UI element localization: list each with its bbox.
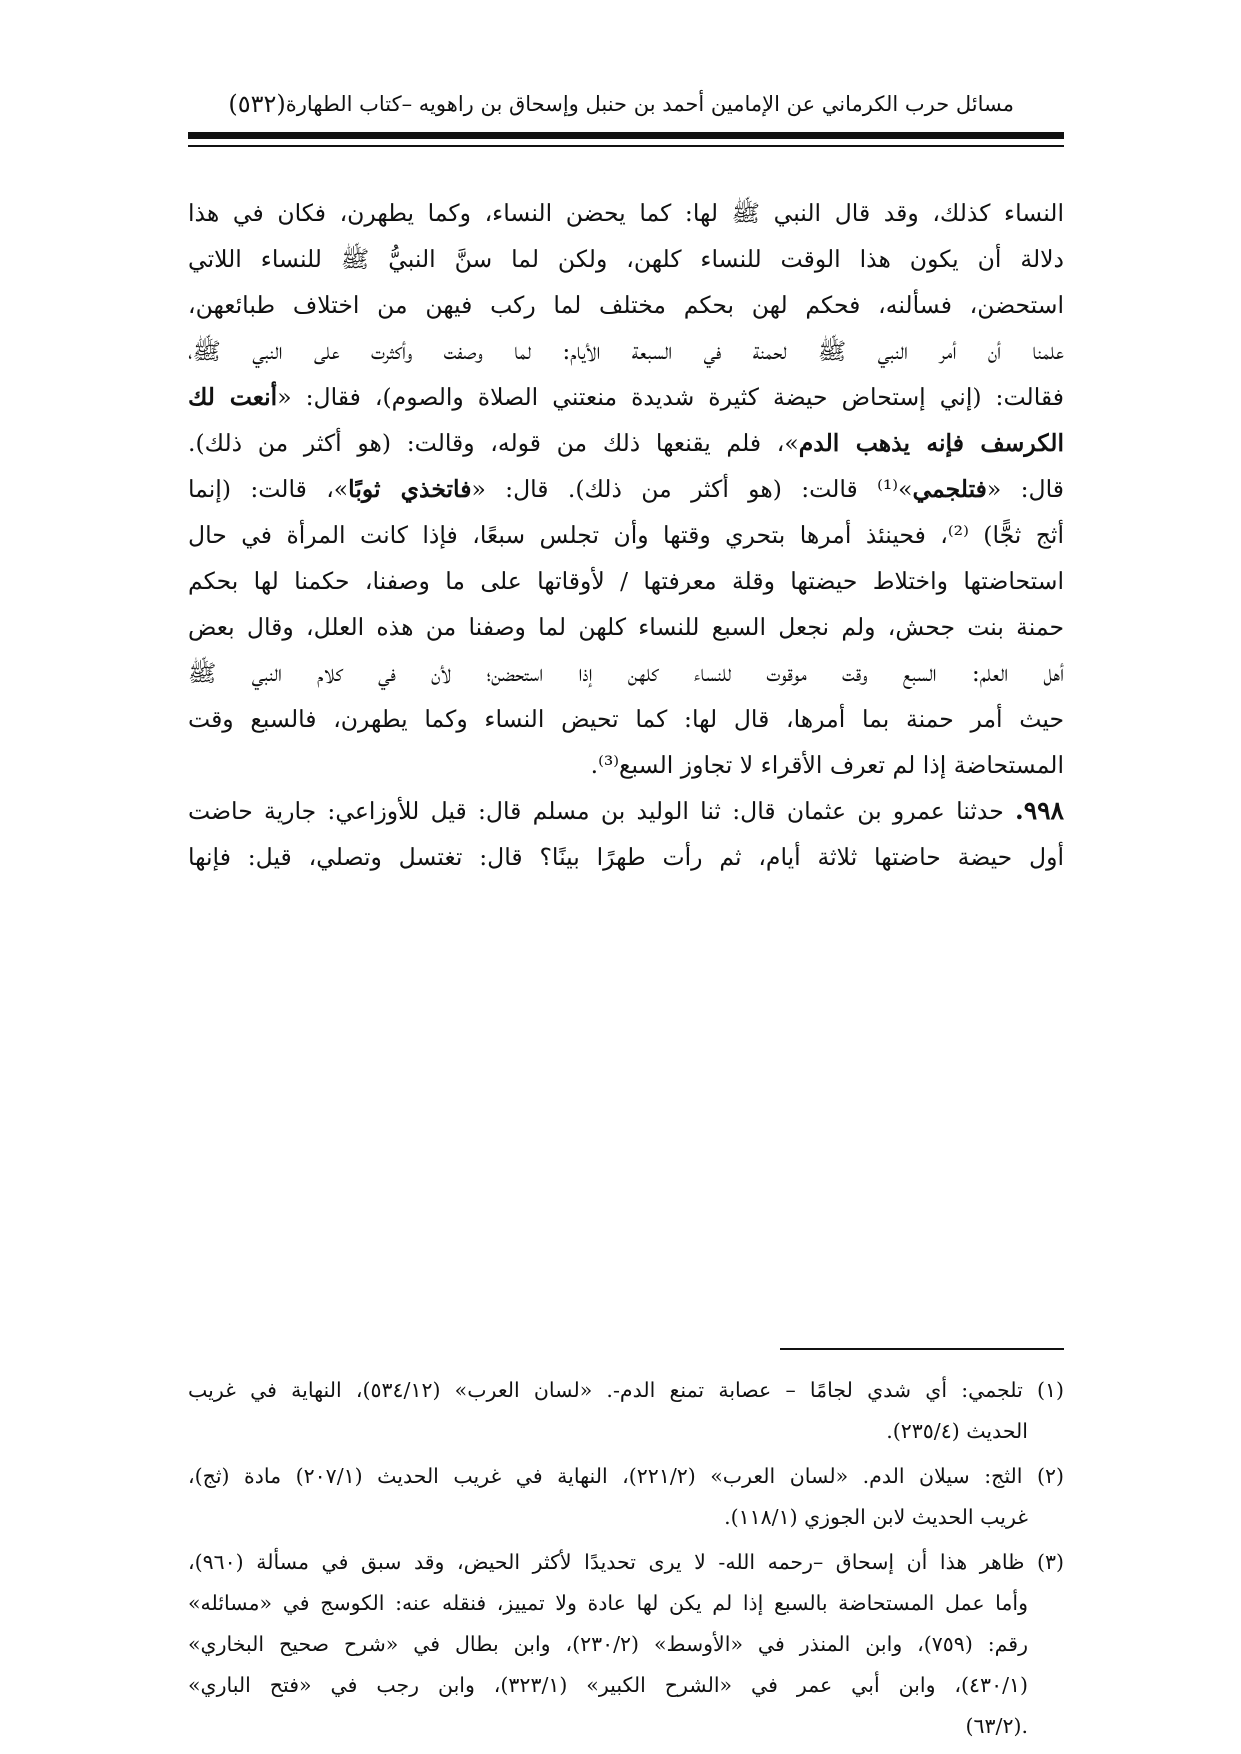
footnote-2 bbox=[188, 1456, 1064, 1538]
text-line bbox=[188, 466, 1064, 512]
text-run: قال: « bbox=[986, 475, 1064, 503]
text-line: أثج ثجًّا) ⁽²⁾، فحينئذ أمرها بتحري وقتها وأن تجلس سبعًا، فإذا كانت المرأة في حال bbox=[188, 521, 1064, 549]
footnote-line: الحديث (٢٣٥/٤). bbox=[886, 1419, 1028, 1443]
book-title: مسائل حرب الكرماني عن الإمامين أحمد بن حنبل وإسحاق بن راهويه –كتاب الطهارة bbox=[285, 92, 1014, 116]
text-run: فقالت: (إني إستحاض حيضة كثيرة شديدة منعتني الصلاة والصوم)، فقال: « bbox=[277, 383, 1064, 411]
hadith-bold-text: الكرسف فإنه يذهب الدم bbox=[798, 429, 1064, 457]
footnote-line: (٤٣٠/١)، وابن أبي عمر في «الشرح الكبير» (٣٢٣/١)، وابن رجب في «فتح الباري» bbox=[188, 1673, 1028, 1697]
text-run: »، فلم يقنعها ذلك من قوله، وقالت: (هو أكثر من ذلك). bbox=[188, 429, 799, 457]
text-run: »، قالت: (إنما bbox=[188, 475, 349, 503]
text-line: استحاضتها واختلاط حيضتها وقلة معرفتها / لأوقاتها على ما وصفنا، حكمنا لها بحكم bbox=[188, 567, 1064, 595]
page-number: (٥٣٢) bbox=[228, 90, 286, 118]
text-line: النساء كذلك، وقد قال النبي ﷺ لها: كما يحضن النساء، وكما يطهرن، فكان في هذا bbox=[188, 199, 1064, 227]
footnote-line: غريب الحديث لابن الجوزي (١١٨/١). bbox=[724, 1505, 1028, 1529]
footnote-1 bbox=[188, 1370, 1064, 1452]
footnote-line: (٢) الثج: سيلان الدم. «لسان العرب» (٢٢١/٢)، النهاية في غريب الحديث (٢٠٧/١) مادة (ثج)، bbox=[188, 1464, 1064, 1488]
text-line bbox=[188, 374, 1064, 420]
text-line: استحضن، فسألنه، فحكم لهن بحكم مختلف لما ركب فيهن من اختلاف طبائعهن، bbox=[188, 291, 1064, 319]
text-line: المستحاضة إذا لم تعرف الأقراء لا تجاوز السبع⁽³⁾. bbox=[590, 751, 1064, 779]
hadith-bold-text: فاتخذي ثوبًا bbox=[348, 475, 472, 503]
footnotes bbox=[188, 1370, 1064, 1751]
main-text bbox=[188, 190, 1064, 880]
footnote-line: (٣) ظاهر هذا أن إسحاق –رحمه الله- لا يرى تحديدًا لأكثر الحيض، وقد سبق في مسألة (٩٦٠)، bbox=[188, 1550, 1064, 1574]
text-run: حدثنا عمرو بن عثمان قال: ثنا الوليد بن مسلم قال: قيل للأوزاعي: جارية حاضت bbox=[188, 797, 1015, 825]
footnote-3 bbox=[188, 1542, 1064, 1747]
footnote-line: رقم: (٧٥٩)، وابن المنذر في «الأوسط» (٢٣٠/٢)، وابن بطال في «شرح صحيح البخاري» bbox=[188, 1632, 1028, 1656]
text-line bbox=[188, 788, 1064, 834]
hadith-bold-text: فتلجمي bbox=[912, 475, 987, 503]
footnote-line: (١) تلجمي: أي شدي لجامًا – عصابة تمنع الدم-. «لسان العرب» (٥٣٤/١٢)، النهاية في غريب bbox=[188, 1378, 1064, 1402]
footnote-line: .(٦٣/٢) bbox=[965, 1714, 1028, 1738]
footnote-line: وأما عمل المستحاضة بالسبع إذا لم يكن لها عادة ولا تمييز، فنقله عنه: الكوسج في «مسائله» bbox=[188, 1591, 1028, 1615]
text-line: دلالة أن يكون هذا الوقت للنساء كلهن، ولكن لما سنَّ النبيُّ ﷺ للنساء اللاتي bbox=[188, 245, 1064, 273]
text-line: حيث أمر حمنة بما أمرها، قال لها: كما تحيض النساء وكما يطهرن، فالسبع وقت bbox=[188, 705, 1064, 733]
text-line: حمنة بنت جحش، ولم نجعل السبع للنساء كلهن لما وصفنا من هذه العلل، وقال بعض bbox=[188, 613, 1064, 641]
header-rule-thick bbox=[188, 132, 1064, 139]
text-line: علمنا أن أمر النبي ﷺ لحمنة في السبعة الأيام: لما وصفت وأكثرت على النبي ﷺ، bbox=[188, 337, 1064, 365]
text-line: أهل العلم: السبع وقت موقوت للنساء كلهن إذا استحضن؛ لأن في كلام النبي ﷺ bbox=[188, 659, 1064, 687]
text-run: »⁽¹⁾ قالت: (هو أكثر من ذلك). قال: « bbox=[471, 475, 913, 503]
footnote-separator bbox=[780, 1348, 1064, 1350]
text-line: أول حيضة حاضتها ثلاثة أيام، ثم رأت طهرًا بينًا؟ قال: تغتسل وتصلي، قيل: فإنها bbox=[188, 843, 1064, 871]
running-header bbox=[228, 84, 1014, 124]
header-rule-thin bbox=[188, 145, 1064, 147]
issue-number: ٩٩٨. bbox=[1014, 796, 1064, 825]
text-line bbox=[188, 420, 1064, 466]
hadith-bold-text: أنعت لك bbox=[188, 383, 278, 411]
